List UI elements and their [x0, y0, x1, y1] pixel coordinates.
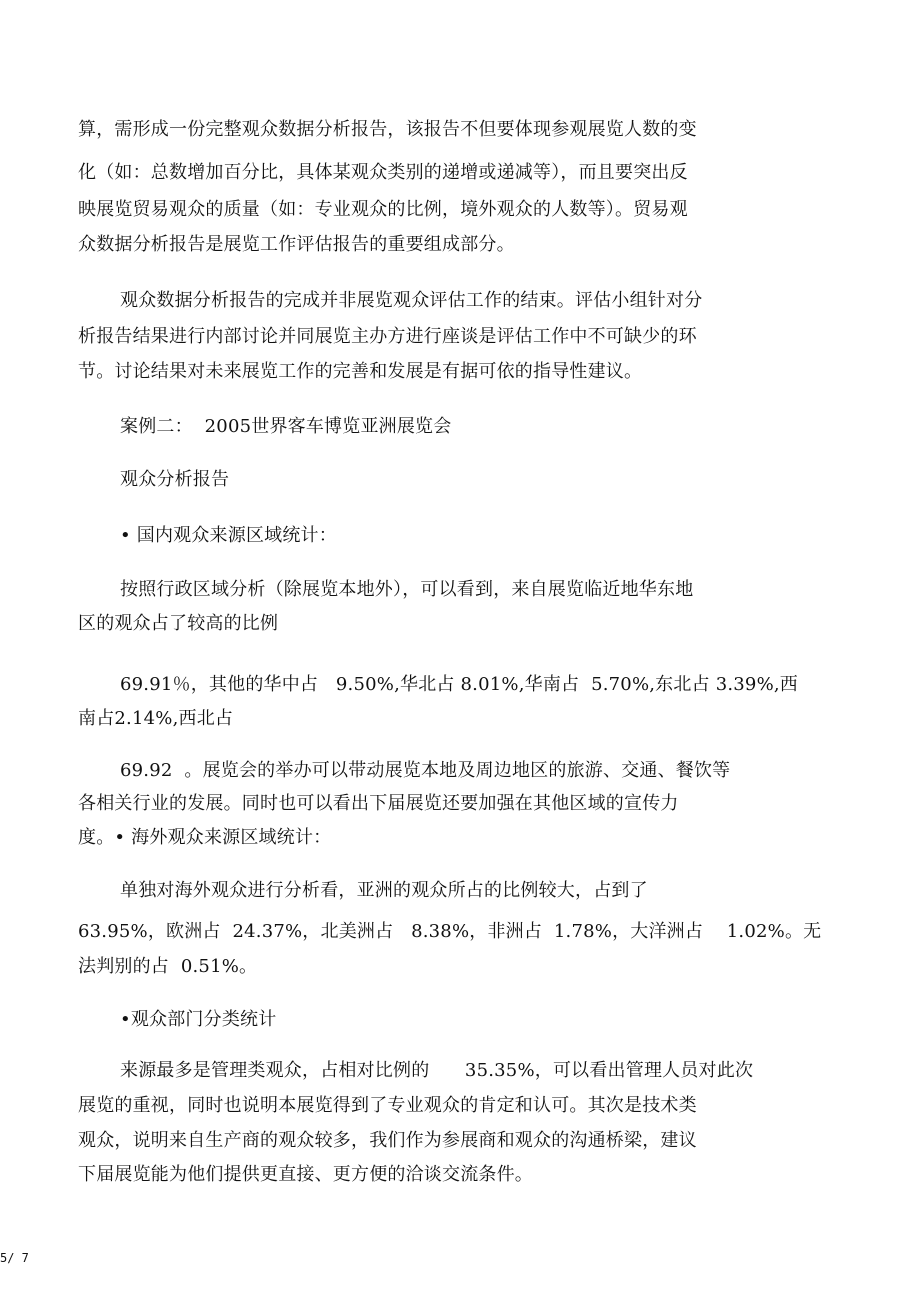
- paragraph-line: 观众，说明来自生产商的观众较多，我们作为参展商和观众的沟通桥梁，建议: [78, 1130, 697, 1151]
- paragraph-line: 按照行政区域分析（除展览本地外），可以看到，来自展览临近地华东地: [120, 579, 694, 600]
- case-heading: 案例二： 2005世界客车博览亚洲展览会: [120, 416, 452, 437]
- paragraph-line: 展览的重视，同时也说明本展览得到了专业观众的肯定和认可。其次是技术类: [78, 1095, 697, 1116]
- bullet-heading: • 国内观众来源区域统计：: [120, 525, 337, 546]
- paragraph-line: 化（如：总数增加百分比，具体某观众类别的递增或递减等），而且要突出反: [78, 162, 688, 183]
- paragraph-line: 众数据分析报告是展览工作评估报告的重要组成部分。: [78, 234, 515, 255]
- paragraph-line: 度。• 海外观众来源区域统计：: [78, 827, 332, 848]
- page-number: 5/ 7: [0, 1251, 29, 1265]
- paragraph-line: 63.95%，欧洲占 24.37%，北美洲占 8.38%，非洲占 1.78%，大洋洲占 1.02%。无: [78, 921, 822, 942]
- paragraph-line: 析报告结果进行内部讨论并同展览主办方进行座谈是评估工作中不可缺少的环: [78, 326, 697, 347]
- paragraph-line: 观众数据分析报告的完成并非展览观众评估工作的结束。评估小组针对分: [120, 290, 703, 311]
- paragraph-line: 区的观众占了较高的比例: [78, 613, 279, 634]
- paragraph-line: 节。讨论结果对未来展览工作的完善和发展是有据可依的指导性建议。: [78, 361, 643, 382]
- paragraph-line: 69.92 。展览会的举办可以带动展览本地及周边地区的旅游、交通、餐饮等: [120, 760, 731, 781]
- paragraph-line: 法判别的占 0.51%。: [78, 956, 258, 977]
- paragraph-line: 单独对海外观众进行分析看，亚洲的观众所占的比例较大，占到了: [120, 880, 648, 901]
- paragraph-line: 映展览贸易观众的质量（如：专业观众的比例，境外观众的人数等）。贸易观: [78, 199, 688, 220]
- section-title: 观众分析报告: [120, 469, 230, 490]
- paragraph-line: 南占2.14%,西北占: [78, 708, 234, 729]
- paragraph-line: 69.91％，其他的华中占 9.50%,华北占 8.01%,华南占 5.70%,东北占 3.39%,西: [120, 674, 798, 695]
- bullet-heading: •观众部门分类统计: [120, 1009, 277, 1030]
- paragraph-line: 下届展览能为他们提供更直接、更方便的洽谈交流条件。: [78, 1164, 533, 1185]
- paragraph-line: 算，需形成一份完整观众数据分析报告，该报告不但要体现参观展览人数的变: [78, 119, 697, 140]
- paragraph-line: 来源最多是管理类观众，占相对比例的 35.35%，可以看出管理人员对此次: [120, 1060, 754, 1081]
- paragraph-line: 各相关行业的发展。同时也可以看出下届展览还要加强在其他区域的宣传力: [78, 793, 679, 814]
